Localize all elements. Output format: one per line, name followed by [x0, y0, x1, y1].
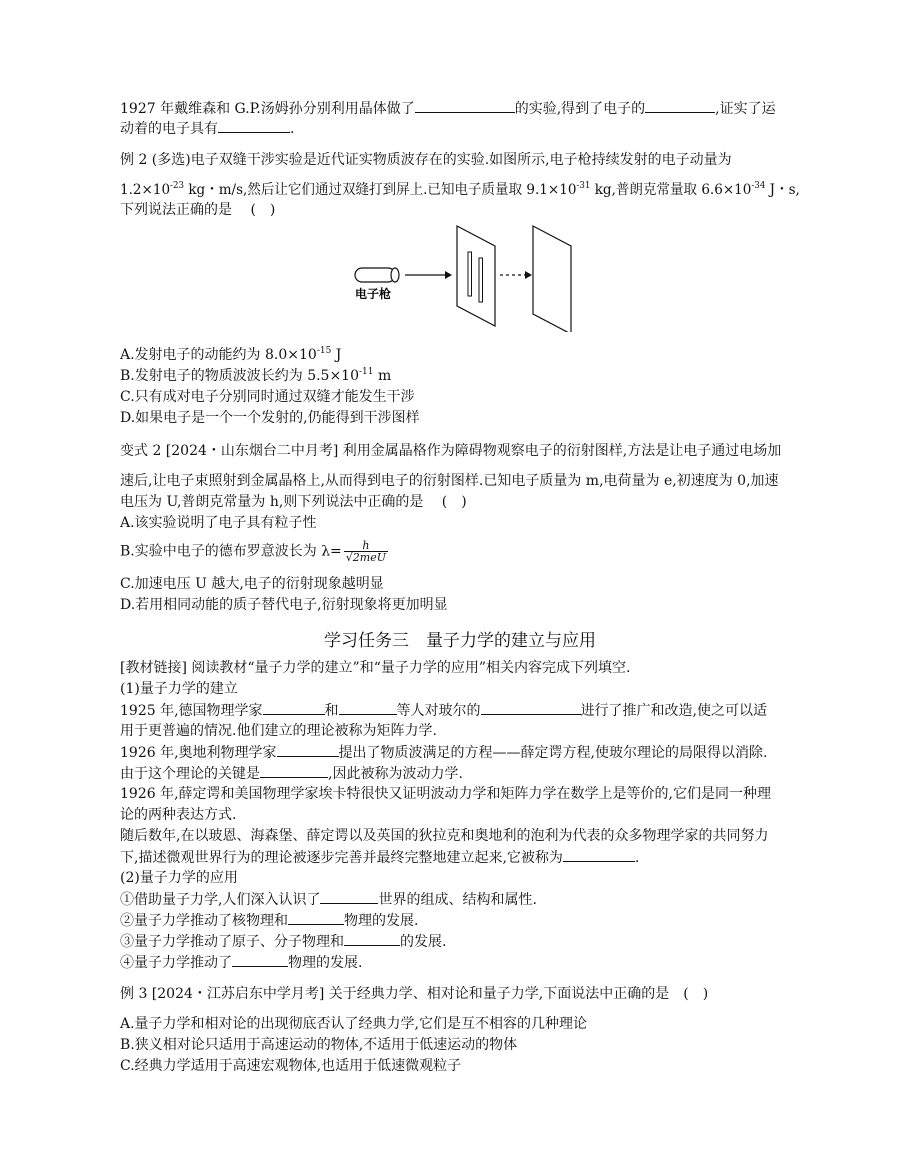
text: 进行了推广和改造,使之可以适: [580, 703, 767, 719]
subheading-2: (2)量子力学的应用: [120, 870, 238, 886]
paragraph-3-line-1: 1926 年,薛定谔和美国物理学家埃卡特很快又证明波动力学和矩阵力学在数学上是等价的,它们是同一种理: [120, 786, 771, 802]
fill-blank: [232, 952, 288, 967]
paragraph-3-line-2: 论的两种表达方式.: [120, 807, 237, 823]
intro-line-1: [120, 98, 776, 119]
figure-label: 电子枪: [355, 287, 392, 301]
text: 动着的电子具有: [120, 121, 218, 137]
double-slit-plate: [457, 226, 495, 326]
text: 提出了物质波满足的方程——薛定谔方程,使玻尔理论的局限得以消除.: [338, 745, 768, 761]
text: m: [373, 368, 392, 384]
text: 1.2×10: [120, 182, 171, 198]
numerator: h: [344, 540, 388, 552]
fill-blank: [481, 700, 581, 715]
text: ,因此被称为波动力学.: [328, 766, 463, 782]
screen-plate: [533, 226, 571, 332]
paragraph-2-line-2: [120, 763, 463, 784]
exponent: -23: [170, 181, 185, 191]
text: 世界的组成、结构和属性.: [378, 892, 537, 908]
electron-gun-icon: [355, 268, 399, 282]
paragraph-4-line-2: [120, 847, 639, 868]
example3-option-c: C.经典力学适用于高速宏观物体,也适用于低速微观粒子: [120, 1058, 462, 1074]
fill-blank: [320, 889, 378, 904]
example2-option-a: [120, 345, 341, 365]
fill-blank: [563, 847, 635, 862]
example2-option-d: D.如果电子是一个一个发射的,仍能得到干涉图样: [120, 410, 420, 426]
text: ③量子力学推动了原子、分子物理和: [120, 934, 344, 950]
text: ④量子力学推动了: [120, 955, 232, 971]
solid-arrow-icon: [405, 271, 452, 279]
paragraph-1-line-1: [120, 700, 767, 721]
fill-blank: [339, 700, 397, 715]
fill-blank: [288, 910, 344, 925]
text: ,证实了运: [715, 101, 776, 117]
text: 物理的发展.: [344, 913, 419, 929]
text: B.实验中电子的德布罗意波长为 λ=: [120, 543, 342, 560]
variant2-stem-3: 电压为 U,普朗克常量为 h,则下列说法中正确的是 ( ): [120, 494, 467, 510]
variant2-stem-2: 速后,让电子束照射到金属晶格上,从而得到电子的衍射图样.已知电子质量为 m,电荷量为 e,初速度为 0,加速: [120, 473, 779, 489]
exponent: -11: [359, 367, 374, 377]
text: 1927 年戴维森和 G.P.汤姆孙分别利用晶体做了: [120, 101, 415, 117]
wavelength-fraction: [344, 540, 388, 563]
example2-option-c: C.只有成对电子分别同时通过双缝才能发生干涉: [120, 389, 415, 405]
intro-line-2: [120, 118, 294, 139]
example3-option-b: B.狭义相对论只适用于高速运动的物体,不适用于低速运动的物体: [120, 1037, 518, 1053]
text: kg・m/s,然后让它们通过双缝打到屏上.已知电子质量取 9.1×10: [184, 182, 577, 198]
text: 等人对玻尔的: [396, 703, 481, 719]
example2-stem-3: 下列说法正确的是 ( ): [120, 202, 276, 218]
text: 由于这个理论的关键是: [120, 766, 260, 782]
text: .: [634, 850, 640, 866]
dashed-arrow-icon: [500, 271, 532, 279]
application-2: [120, 910, 418, 931]
fill-blank: [645, 98, 715, 113]
paragraph-1-line-2: 用于更普遍的情况.他们建立的理论被称为矩阵力学.: [120, 723, 437, 739]
application-3: [120, 931, 446, 952]
text: 和: [324, 703, 339, 719]
text: 1925 年,德国物理学家: [120, 703, 263, 719]
variant2-option-b: [120, 540, 388, 563]
text: J: [331, 347, 342, 363]
text: 1926 年,奥地利物理学家: [120, 745, 277, 761]
paragraph-2-line-1: [120, 742, 767, 763]
text: ①借助量子力学,人们深入认识了: [120, 892, 321, 908]
application-1: [120, 889, 537, 910]
fill-blank: [415, 98, 515, 113]
example2-stem-2: [120, 180, 800, 200]
text: 下,描述微观世界行为的理论被逐步完善并最终完整地建立起来,它被称为: [120, 850, 563, 866]
exponent: -31: [576, 181, 591, 191]
section-title: 学习任务三 量子力学的建立与应用: [324, 631, 596, 651]
text: kg,普朗克常量取 6.6×10: [590, 182, 752, 198]
text: 物理的发展.: [288, 955, 363, 971]
text: 的发展.: [400, 934, 447, 950]
fill-blank: [277, 742, 339, 757]
example2-stem-1: 例 2 (多选)电子双缝干涉实验是近代证实物质波存在的实验.如图所示,电子枪持续发射的电子动量为: [120, 152, 732, 168]
text: J・s,: [765, 182, 800, 198]
text: ②量子力学推动了核物理和: [120, 913, 288, 929]
fill-blank: [263, 700, 325, 715]
exponent: -34: [751, 181, 766, 191]
exponent: -15: [316, 346, 332, 356]
fill-blank: [260, 763, 328, 778]
application-4: [120, 952, 362, 973]
variant2-option-d: D.若用相同动能的质子替代电子,衍射现象将更加明显: [120, 597, 448, 613]
text: B.发射电子的物质波波长约为 5.5×10: [120, 368, 359, 384]
textbook-link: [教材链接] 阅读教材“量子力学的建立”和“量子力学的应用”相关内容完成下列填空.: [120, 660, 631, 676]
example3-option-a: A.量子力学和相对论的出现彻底否认了经典力学,它们是互不相容的几种理论: [120, 1016, 588, 1032]
paragraph-4-line-1: 随后数年,在以玻恩、海森堡、薛定谔以及英国的狄拉克和奥地利的泡利为代表的众多物理学家的共同努力: [120, 828, 769, 844]
denominator: √2meU: [345, 551, 387, 564]
text: A.发射电子的动能约为 8.0×10: [120, 347, 317, 363]
variant2-option-a: A.该实验说明了电子具有粒子性: [120, 515, 317, 531]
variant2-stem-1: 变式 2 [2024・山东烟台二中月考] 利用金属晶格作为障碍物观察电子的衍射图样,方法是让电子通过电场加: [120, 443, 782, 459]
variant2-option-c: C.加速电压 U 越大,电子的衍射现象越明显: [120, 576, 384, 592]
example3-stem: 例 3 [2024・江苏启东中学月考] 关于经典力学、相对论和量子力学,下面说法中正确的是 ( ): [120, 986, 709, 1002]
example2-option-b: [120, 366, 391, 386]
text: .: [290, 121, 295, 137]
text: 的实验,得到了电子的: [514, 101, 646, 117]
double-slit-figure: [345, 222, 585, 332]
fill-blank: [344, 931, 400, 946]
fill-blank: [218, 118, 290, 133]
subheading-1: (1)量子力学的建立: [120, 681, 238, 697]
